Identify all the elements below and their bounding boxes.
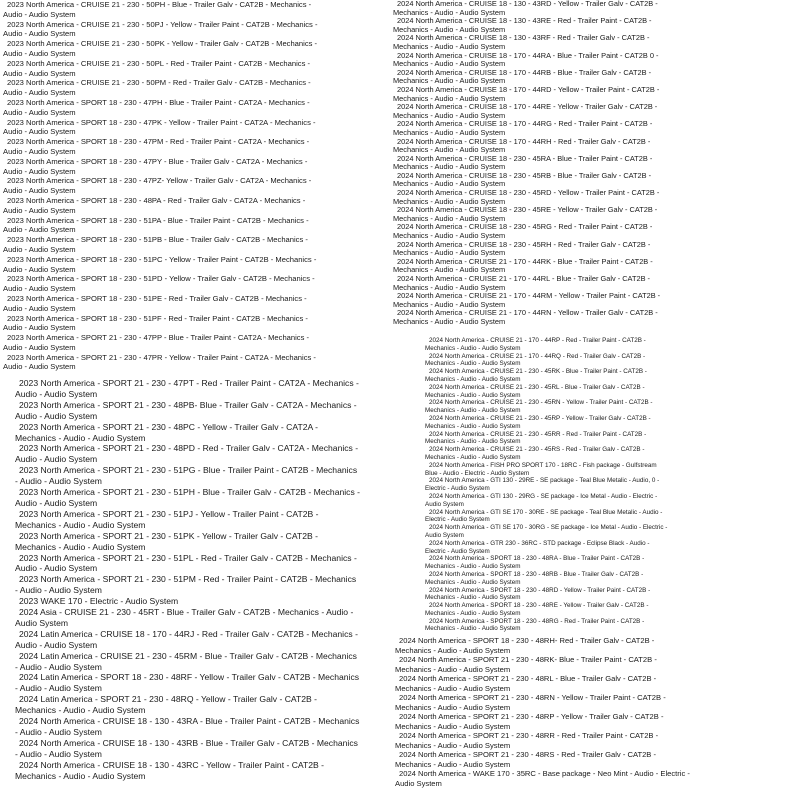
list-item: 2024 North America - CRUISE 18 - 170 - 44RA - Blue - Trailer Paint - CAT2B 0 - Mechanics - Audio - Audio System <box>393 50 659 69</box>
list-item: 2024 Latin America - CRUISE 21 - 230 - 45RM - Blue - Trailer Galv - CAT2B - Mechanics - Audio - Audio System <box>15 650 357 672</box>
list-item: 2024 North America - CRUISE 18 - 130 - 43RC - Yellow - Trailer Paint - CAT2B - Mechanics - Audio - Audio System <box>15 759 325 781</box>
list-item: 2024 North America - CRUISE 18 - 130 - 43RE - Red - Trailer Paint - CAT2B - Mechanics - Audio - Audio System <box>393 16 652 34</box>
list-item: 2024 North America - CRUISE 18 - 170 - 44RE - Yellow - Trailer Galv - CAT2B - Mechanics - Audio - Audio System <box>393 102 658 120</box>
list-item: 2024 North America - SPORT 18 - 230 - 48RB - Blue - Trailer Galv - CAT2B - Mechanics - Audio - Audio System <box>425 570 644 586</box>
list-item: 2024 North America - SPORT 18 - 230 - 48RA - Blue - Trailer Paint - CAT2B - Mechanics - Audio - Audio System <box>425 555 645 571</box>
list-item: 2024 Latin America - SPORT 21 - 230 - 48RQ - Yellow - Trailer Galv - CAT2B - Mechanics - Audio - Audio System <box>15 694 318 716</box>
list-item: 2024 North America - GTI SE 170 - 30RE - SE package - Teal Blue Metalic - Audio - Electric - Audio System <box>425 508 663 524</box>
right-column-lower-list <box>395 636 690 788</box>
list-item: 2023 North America - SPORT 18 - 230 - 51PE - Red - Trailer Galv - CAT2B - Mechanics - Audio - Audio System <box>3 293 307 313</box>
list-item: 2024 North America - CRUISE 18 - 170 - 44RG - Red - Trailer Paint - CAT2B - Mechanics - Audio - Audio System <box>393 119 653 137</box>
list-item: 2023 North America - SPORT 21 - 230 - 47PP - Blue - Trailer Paint - CAT2A - Mechanics - Audio - Audio System <box>3 333 310 352</box>
list-item: 2024 North America - WAKE 170 - 35RC - Base package - Neo Mint - Audio - Electric - Audio System <box>395 769 690 788</box>
list-item: 2024 North America - CRUISE 18 - 170 - 44RH - Red - Trailer Galv - CAT2B - Mechanics - Audio - Audio System <box>393 136 651 155</box>
list-item: 2023 North America - SPORT 18 - 230 - 47PY - Blue - Trailer Galv - CAT2A - Mechanics - Audio - Audio System <box>3 156 308 176</box>
list-item: 2024 North America - CRUISE 21 - 230 - 45RN - Yellow - Trailer Paint - CAT2B - Mechanics - Audio - Audio System <box>425 399 653 415</box>
list-item: 2024 North America - CRUISE 21 - 170 - 44RQ - Red - Trailer Galv - CAT2B - Mechanics - Audio - Audio System <box>425 352 646 368</box>
list-item: 2024 Asia - CRUISE 21 - 230 - 45RT - Blue - Trailer Galv - CAT2B - Mechanics - Audio - Audio System <box>15 607 354 628</box>
list-item: 2023 North America - SPORT 18 - 230 - 51PB - Blue - Trailer Galv - CAT2B - Mechanics - Audio - Audio System <box>3 235 308 254</box>
list-item: 2024 North America - CRUISE 18 - 230 - 45RH - Red - Trailer Galv - CAT2B - Mechanics - Audio - Audio System <box>393 239 651 258</box>
list-item: 2024 North America - SPORT 18 - 230 - 48RG - Red - Trailer Paint - CAT2B - Mechanics - Audio - Audio System <box>425 617 645 633</box>
list-item: 2024 North America - SPORT 21 - 230 - 48RN - Yellow - Trailer Paint - CAT2B - Mechanics - Audio - Audio System <box>395 693 666 712</box>
list-item: 2023 WAKE 170 - Electric - Audio System <box>19 596 179 607</box>
list-item: 2024 North America - SPORT 18 - 230 - 48RH- Red - Trailer Galv - CAT2B - Mechanics - Audio - Audio System <box>395 636 655 655</box>
list-item: 2024 North America - CRUISE 18 - 170 - 44RD - Yellow - Trailer Paint - CAT2B - Mechanics - Audio - Audio System <box>393 84 660 103</box>
list-item: 2023 North America - SPORT 18 - 230 - 47PM - Red - Trailer Paint - CAT2A - Mechanics - Audio - Audio System <box>3 137 310 156</box>
list-item: 2023 North America - CRUISE 21 - 230 - 50PH - Blue - Trailer Galv - CAT2B - Mechanics - Audio - Audio System <box>3 0 312 19</box>
list-item: 2023 North America - SPORT 21 - 230 - 51PJ - Yellow - Trailer Paint - CAT2B - Mechanics - Audio - Audio System <box>15 508 319 530</box>
list-item: 2024 North America - CRUISE 18 - 170 - 44RB - Blue - Trailer Galv - CAT2B - Mechanics - Audio - Audio System <box>393 67 652 86</box>
list-item: 2024 North America - CRUISE 21 - 230 - 45RP - Yellow - Trailer Galv - CAT2B - Mechanics - Audio - Audio System <box>425 414 651 430</box>
list-item: 2024 North America - SPORT 18 - 230 - 48RD - Yellow - Trailer Paint - CAT2B - Mechanics - Audio - Audio System <box>425 586 651 602</box>
list-item: 2023 North America - SPORT 18 - 230 - 51PD - Yellow - Trailer Galv - CAT2B - Mechanics - Audio - Audio System <box>3 274 315 294</box>
list-item: 2023 North America - SPORT 21 - 230 - 51PM - Red - Trailer Paint - CAT2B - Mechanics - Audio - Audio System <box>15 574 357 596</box>
list-item: 2024 North America - CRUISE 21 - 230 - 45RL - Blue - Trailer Galv - CAT2B - Mechanics - Audio - Audio System <box>425 383 645 399</box>
list-item: 2024 North America - CRUISE 21 - 170 - 44RP - Red - Trailer Paint - CAT2B - Mechanics - Audio - Audio System <box>425 337 646 352</box>
list-item: 2024 North America - CRUISE 21 - 230 - 45RS - Red - Trailer Galv - CAT2B - Mechanics - Audio - Audio System <box>425 446 645 461</box>
list-item: 2024 North America - SPORT 21 - 230 - 48RS - Red - Trailer Galv - CAT2B - Mechanics - Audio - Audio System <box>395 750 657 769</box>
list-item: 2024 North America - CRUISE 18 - 230 - 45RE - Yellow - Trailer Galv - CAT2B - Mechanics - Audio - Audio System <box>393 205 658 223</box>
list-item: 2024 Latin America - SPORT 18 - 230 - 48RF - Yellow - Trailer Galv - CAT2B - Mechanics - Audio - Audio System <box>15 672 360 694</box>
list-item: 2024 North America - SPORT 21 - 230 - 48RR - Red - Trailer Paint - CAT2B - Mechanics - Audio - Audio System <box>395 731 659 750</box>
list-item: 2024 North America - CRUISE 21 - 170 - 44RM - Yellow - Trailer Paint - CAT2B - Mechanics - Audio - Audio System <box>393 291 661 309</box>
list-item: 2024 North America - CRUISE 18 - 130 - 43RF - Red - Trailer Galv - CAT2B - Mechanics - Audio - Audio System <box>393 33 650 51</box>
list-item: 2024 North America - CRUISE 21 - 170 - 44RN - Yellow - Trailer Galv - CAT2B - Mechanics - Audio - Audio System <box>393 308 658 326</box>
list-item: 2023 North America - SPORT 18 - 230 - 47PZ- Yellow - Trailer Galv - CAT2A - Mechanics - Audio - Audio System <box>3 176 312 196</box>
left-column-lower-list <box>15 378 360 782</box>
list-item: 2023 North America - CRUISE 21 - 230 - 50PK - Yellow - Trailer Galv - CAT2B - Mechanics - Audio - Audio System <box>3 39 318 58</box>
list-item: 2024 North America - GTI 130 - 29RE - SE package - Teal Blue Metalic - Audio, 0 - Electric - Audio System <box>425 477 660 493</box>
list-item: 2023 North America - CRUISE 21 - 230 - 50PL - Red - Trailer Paint - CAT2B - Mechanics - Audio - Audio System <box>3 58 311 78</box>
right-column-upper-list <box>393 0 665 327</box>
list-item: 2023 North America - SPORT 18 - 230 - 48PA - Red - Trailer Galv - CAT2A - Mechanics - Audio - Audio System <box>3 195 306 215</box>
list-item: 2023 North America - SPORT 21 - 230 - 48PC - Yellow - Trailer Galv - CAT2A - Mechanics - Audio - Audio System <box>15 421 318 443</box>
list-item: 2024 North America - GTI 130 - 29RG - SE package - Ice Metal - Audio - Electric - Audio System <box>425 492 658 508</box>
list-item: 2023 North America - SPORT 18 - 230 - 47PK - Yellow - Trailer Paint - CAT2A - Mechanics - Audio - Audio System <box>3 117 316 137</box>
list-item: 2023 North America - SPORT 21 - 230 - 51PH - Blue - Trailer Galv - CAT2B - Mechanics - Audio - Audio System <box>15 487 361 508</box>
list-item: 2024 North America - CRUISE 18 - 230 - 45RD - Yellow - Trailer Paint - CAT2B - Mechanics - Audio - Audio System <box>393 188 660 206</box>
right-column-middle-list <box>425 337 670 633</box>
list-item: 2023 North America - CRUISE 21 - 230 - 50PJ - Yellow - Trailer Paint - CAT2B - Mechanics - Audio - Audio System <box>3 19 318 39</box>
list-item: 2023 North America - SPORT 18 - 230 - 47PH - Blue - Trailer Paint - CAT2A - Mechanics - Audio - Audio System <box>3 97 310 117</box>
list-item: 2023 North America - SPORT 21 - 230 - 51PL - Red - Trailer Galv - CAT2B - Mechanics - Audio - Audio System <box>15 552 357 574</box>
list-item: 2024 North America - SPORT 21 - 230 - 48RL - Blue - Trailer Galv - CAT2B - Mechanics - Audio - Audio System <box>395 674 657 693</box>
list-item: 2024 North America - CRUISE 21 - 170 - 44RK - Blue - Trailer Paint - CAT2B - Mechanics - Audio - Audio System <box>393 256 653 275</box>
list-item: 2023 North America - SPORT 21 - 230 - 47PR - Yellow - Trailer Paint - CAT2A - Mechanics - Audio - Audio System <box>3 352 316 372</box>
list-item: 2024 North America - CRUISE 21 - 230 - 45RK - Blue - Trailer Paint - CAT2B - Mechanics - Audio - Audio System <box>425 368 647 383</box>
list-item: 2024 North America - CRUISE 18 - 230 - 45RG - Red - Trailer Paint - CAT2B - Mechanics - Audio - Audio System <box>393 222 653 241</box>
list-item: 2023 North America - SPORT 21 - 230 - 48PB- Blue - Trailer Galv - CAT2A - Mechanics - Audio - Audio System <box>15 399 357 421</box>
list-item: 2023 North America - SPORT 18 - 230 - 51PF - Red - Trailer Paint - CAT2B - Mechanics - Audio - Audio System <box>3 313 308 333</box>
list-item: 2023 North America - SPORT 18 - 230 - 51PC - Yellow - Trailer Paint - CAT2B - Mechanics - Audio - Audio System <box>3 254 317 274</box>
list-item: 2024 Latin America - CRUISE 18 - 170 - 44RJ - Red - Trailer Galv - CAT2B - Mechanics - Audio - Audio System <box>15 628 358 650</box>
list-item: 2024 North America - CRUISE 18 - 230 - 45RA - Blue - Trailer Paint - CAT2B - Mechanics - Audio - Audio System <box>393 153 653 172</box>
list-item: 2024 North America - SPORT 18 - 230 - 48RE - Yellow - Trailer Galv - CAT2B - Mechanics - Audio - Audio System <box>425 602 649 617</box>
list-item: 2024 North America - CRUISE 18 - 130 - 43RB - Blue - Trailer Galv - CAT2B - Mechanics - Audio - Audio System <box>15 737 358 759</box>
list-item: 2024 North America - CRUISE 18 - 130 - 43RA - Blue - Trailer Paint - CAT2B - Mechanics - Audio - Audio System <box>15 716 360 737</box>
list-item: 2024 North America - CRUISE 21 - 170 - 44RL - Blue - Trailer Galv - CAT2B - Mechanics - Audio - Audio System <box>393 274 651 292</box>
list-item: 2023 North America - SPORT 18 - 230 - 51PA - Blue - Trailer Paint - CAT2B - Mechanics - Audio - Audio System <box>3 215 309 235</box>
list-item: 2023 North America - SPORT 21 - 230 - 51PG - Blue - Trailer Paint - CAT2B - Mechanics - Audio - Audio System <box>15 465 358 487</box>
list-item: 2024 North America - GTR 230 - 36RC - STD package - Eclipse Black - Audio - Electric - Audio System <box>425 539 650 555</box>
list-item: 2023 North America - CRUISE 21 - 230 - 50PM - Red - Trailer Galv - CAT2B - Mechanics - Audio - Audio System <box>3 78 311 98</box>
list-item: 2024 North America - CRUISE 21 - 230 - 45RR - Red - Trailer Paint - CAT2B - Mechanics - Audio - Audio System <box>425 430 647 446</box>
list-item: 2023 North America - SPORT 21 - 230 - 48PD - Red - Trailer Galv - CAT2A - Mechanics - Audio - Audio System <box>15 443 359 465</box>
list-item: 2024 North America - FISH PRO SPORT 170 - 18RC - Fish package - Gulfstream Blue - Audio - Electric - Audio System <box>425 461 657 477</box>
list-item: 2024 North America - SPORT 21 - 230 - 48RP - Yellow - Trailer Galv - CAT2B - Mechanics - Audio - Audio System <box>395 712 664 731</box>
list-item: 2023 North America - SPORT 21 - 230 - 51PK - Yellow - Trailer Galv - CAT2B - Mechanics - Audio - Audio System <box>15 530 318 552</box>
list-item: 2024 North America - GTI SE 170 - 30RG - SE package - Ice Metal - Audio - Electric - Audio System <box>425 524 668 539</box>
list-item: 2023 North America - SPORT 21 - 230 - 47PT - Red - Trailer Paint - CAT2A - Mechanics - Audio - Audio System <box>15 378 359 399</box>
list-item: 2024 North America - SPORT 21 - 230 - 48RK- Blue - Trailer Paint - CAT2B - Mechanics - Audio - Audio System <box>395 655 657 674</box>
list-item: 2024 North America - CRUISE 18 - 230 - 45RB - Blue - Trailer Galv - CAT2B - Mechanics - Audio - Audio System <box>393 170 652 189</box>
left-column-upper-list <box>3 0 323 372</box>
list-item: 2024 North America - CRUISE 18 - 130 - 43RD - Yellow - Trailer Galv - CAT2B - Mechanics - Audio - Audio System <box>393 0 658 17</box>
